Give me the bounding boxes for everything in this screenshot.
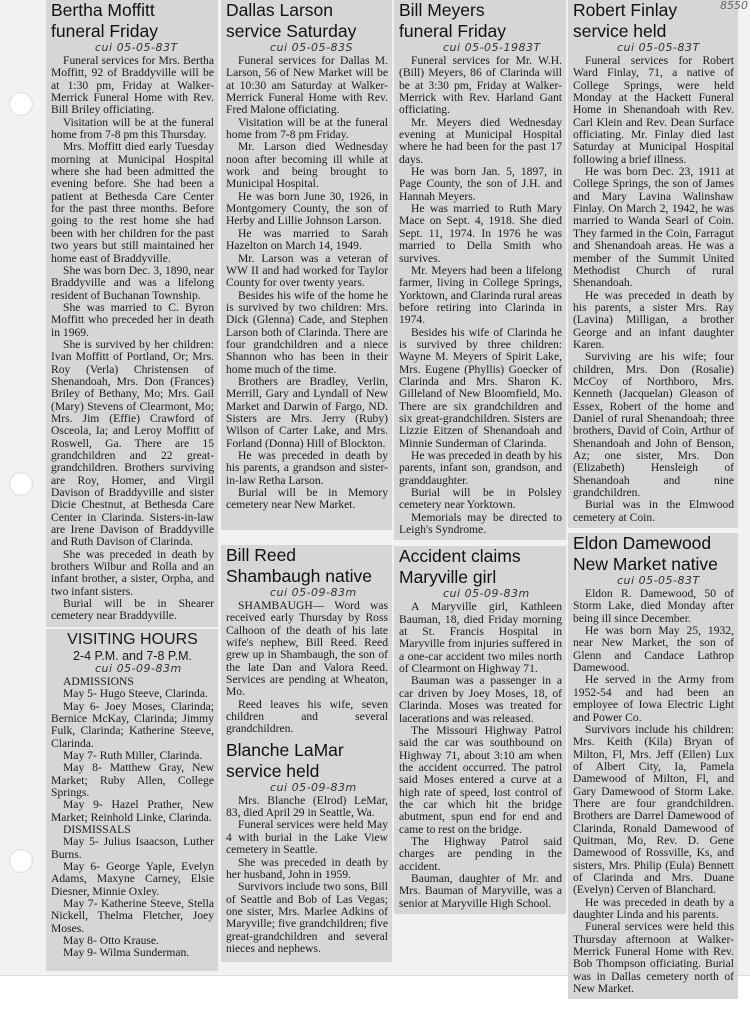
article-paragraph: He served in the Army from 1952-54 and had been an employee of Iowa Electric Light and Power Co. — [573, 673, 734, 724]
article-paragraph: She was preceded in death by her husband, John in 1959. — [226, 855, 388, 881]
article-paragraph: She was married to C. Byron Moffitt who preceded her in death in 1969. — [51, 300, 214, 339]
article-paragraph: Mr. Meyers died Wednesday evening at Municipal Hospital where he had been for the past 17 days. — [399, 115, 562, 166]
article-body — [226, 55, 388, 512]
article-body — [399, 601, 562, 910]
punch-hole — [9, 472, 33, 496]
obituary-eldon-damewood — [568, 533, 738, 999]
dismissal-entry: May 7- Katherine Steeve, Stella Nickell, Thelma Fletcher, Joey Moses. — [51, 897, 214, 935]
handwritten-date-annotation: cui 05-09-83m — [443, 587, 530, 601]
article-paragraph: She was born Dec. 3, 1890, near Braddyville and was a lifelong resident of Buchanan Township. — [51, 263, 214, 302]
dismissals-label: DISMISSALS — [63, 822, 131, 836]
obituary-bertha-moffitt — [46, 0, 218, 627]
article-body — [226, 600, 388, 736]
article-paragraph: Burial will be in Shearer cemetery near Braddyville. — [51, 597, 214, 623]
visiting-hours-times: 2-4 P.M. and 7-8 P.M. — [72, 648, 193, 663]
article-paragraph: Brothers are Bradley, Verlin, Merrill, Gary and Lyndall of New Market and Darwin of Fargo, ND. Sisters are Mrs. Jerry (Ruby) Wilson of Carter Lake, and Mrs. Forland (Donna) Hill of Blockton. — [226, 374, 388, 450]
column-4 — [568, 0, 738, 999]
headline-line: Eldon Damewood — [573, 533, 712, 554]
article-paragraph: She was preceded in death by brothers Wilbur and Rolla and an infant brother, a sister, Orpha, and two infant sisters. — [51, 547, 214, 598]
article-paragraph: Visitation will be at the funeral home from 7-8 pm this Thursday. — [51, 115, 214, 142]
article-paragraph: Funeral services for Mr. W.H. (Bill) Meyers, 86 of Clarinda will be at 3:30 pm, Friday at Walker-Merrick with Rev. Harland Gant officiating. — [399, 54, 562, 117]
handwritten-date-annotation: cui 05-05-1983T — [443, 41, 541, 54]
article-paragraph: Eldon R. Damewood, 50 of Storm Lake, died Monday after being ill since December. — [573, 587, 734, 625]
article-paragraph: Visitation will be at the funeral home from 7-8 pm Friday. — [226, 115, 388, 142]
obituary-blanche-lamar — [221, 740, 392, 962]
article-paragraph: He was preceded in death by his parents, infant son, grandson, and granddaughter. — [399, 449, 562, 487]
article-paragraph: She is survived by her children: Ivan Moffitt of Portland, Or; Mrs. Roy (Verla) Christensen of Shenandoah, Mrs. Don (Frances) Briley of Bethany, Mo; Mrs. Gail (Mary) Stevens of Clearmont, Mo; Mrs. Jim (Effie) Crawford of Osceola, Ia; and Leroy Moffitt of Roswell, Ga. There are 15 grandchildren and 22 great-grandchildren. Brothers surviving are Roy, Homer, and Virgil Davison of Braddyville and sister Dicie Chestnut, at Bethesda Care Center in Clarinda. Sisters-in-law are Irene Davison of Braddyville and Ruth Davison of Clarinda. — [51, 337, 214, 549]
headline-line: New Market native — [573, 554, 718, 575]
obituary-bill-meyers — [394, 0, 566, 540]
handwritten-date-annotation: cui 05-05-83S — [270, 41, 353, 54]
handwritten-date-annotation: cui 05-05-83T — [95, 41, 178, 54]
article-paragraph: Survivors include his children: Mrs. Keith (Kila) Bryan of Milton, Fl, Mrs. Jeff (Ellen) Lux of Albert City, Ia, Pamela Damewood of Milton, Fl, and Gary Damewood of Storm Lake. There are four grandchildren. Brothers are Darrel Damewood of Clarinda, Ronald Damewood of Quitman, Mo, Rev. D. Gene Damewood of Rossville, Ks, and sisters, Mrs. Philip (Eula) Bennett of Clarinda and Mrs. Duane (Evelyn) Cerven of Blanchard. — [573, 722, 734, 897]
headline-line: Bertha Moffitt — [51, 0, 155, 20]
article-paragraph: Mrs. Blanche (Elrod) LeMar, 83, died April 29 in Seattle, Wa. — [226, 793, 388, 820]
column-3 — [394, 0, 566, 914]
handwritten-date-annotation: cui 05-05-83T — [617, 574, 700, 588]
article-paragraph: Funeral services for Dallas M. Larson, 56 of New Market will be at 10:30 am Saturday at Walker-Merrick Funeral Home with Rev. Fred Malone officiating. — [226, 54, 388, 117]
headline-line: Blanche LaMar — [226, 739, 344, 760]
visiting-hours-title: VISITING HOURS — [67, 630, 198, 648]
headline-line: Bill Meyers — [399, 0, 485, 20]
handwritten-date-annotation: cui 05-09-83m — [95, 661, 182, 675]
handwritten-date-annotation: cui 05-05-83T — [617, 41, 700, 54]
article-paragraph: Mr. Larson was a veteran of WW II and had worked for Taylor County for over twenty years. — [226, 251, 388, 290]
article-paragraph: He was born May 25, 1932, near New Market, the son of Glenn and Candace Lathrop Damewood. — [573, 624, 734, 675]
article-paragraph: He was married to Ruth Mary Mace on Sept. 4, 1918. She died Sept. 11, 1974. In 1976 he was married to Della Smith who survives. — [399, 202, 562, 265]
article-paragraph: Mr. Meyers had been a lifelong farmer, living in College Springs, Yorktown, and Clarinda rural areas before retiring into Clarinda in 1974. — [399, 263, 562, 327]
punch-hole — [9, 849, 33, 873]
article-paragraph: Funeral services were held May 4 with burial in the Lake View cemetery in Seattle. — [226, 818, 388, 857]
article-paragraph: He was preceded in death by his parents, a sister Mrs. Ray (Lavina) Milligan, a brother George and an infant daughter Karen. — [573, 288, 734, 351]
article-paragraph: The Highway Patrol said charges are pending in the accident. — [399, 834, 562, 873]
article-paragraph: Besides his wife of Clarinda he is survived by three children: Wayne M. Meyers of Spirit Lake, Mrs. Eugene (Phyllis) Goecker of Clarinda and Mrs. Sharon K. Gilleland of New Bloomfield, Mo. There are six grandchildren and six great-grandchildren. Sisters are Lizzie Eitzen of Shenandoah and Minnie Sunderman of Clarinda. — [399, 325, 562, 450]
article-paragraph: Funeral services for Mrs. Bertha Moffitt, 92 of Braddyville will be at 1:30 pm, Friday at Walker-Merrick Funeral Home with Rev. Bill Briley officiating. — [51, 54, 214, 117]
article-paragraph: He was born Dec. 23, 1911 at College Springs, the son of James and Mary Lavina Walinshaw Finlay. On March 2, 1942, he was married to Wanda Searl of Coin. They farmed in the Coin, Farragut and Shenandoah areas. He was a member of the Summit United Methodist Church of rural Shenandoah. — [573, 165, 734, 290]
visiting-hours-box — [46, 629, 218, 971]
headline-line: Bill Reed — [226, 545, 297, 565]
article-body — [573, 55, 734, 524]
obituary-dallas-larson — [221, 0, 392, 530]
article-paragraph: Reed leaves his wife, seven children and several grandchildren. — [226, 697, 388, 736]
headline-line: Robert Finlay — [573, 0, 678, 20]
headline-line: Accident claims — [399, 546, 521, 567]
article-paragraph: Funeral services were held this Thursday afternoon at Walker-Merrick Funeral Home with Rev. Bob Thompson officiating. Burial was in Dallas cemetery north of New Market. — [573, 920, 734, 996]
article-paragraph: A Maryville girl, Kathleen Bauman, 18, died Friday morning at St. Francis Hospital in Maryville from injuries suffered in a one-car accident two miles north of Clearmont on Highway 71. — [399, 600, 562, 676]
admission-entry: May 5- Hugo Steeve, Clarinda. — [63, 687, 208, 701]
dismissal-entry: May 5- Julius Isaacson, Luther Burns. — [51, 835, 214, 861]
column-2 — [221, 0, 392, 962]
article-paragraph: Bauman was a passenger in a car driven by Joey Moses, 18, of Clarinda. Moses was treated for lacerations and was released. — [399, 674, 562, 725]
article-paragraph: Survivors include two sons, Bill of Seattle and Bob of Las Vegas; one sister, Mrs. Marlee Adkins of Maryville; five grandchildren; five great-grandchildren and several nieces and nephews. — [226, 880, 388, 955]
article-paragraph: The Missouri Highway Patrol said the car was southbound on Highway 71, about 3:10 am when the accident occurred. The patrol said Moses entered a curve at a high rate of speed, lost control of the car which hit the bridge abutment, spun end for end and came to rest on the bridge. — [399, 723, 562, 836]
admission-entry: May 7- Ruth Miller, Clarinda. — [63, 748, 203, 762]
dismissal-entry: May 8- Otto Krause. — [63, 934, 159, 948]
headline-line: funeral Friday — [51, 21, 158, 41]
article-body — [573, 588, 734, 995]
article-paragraph: Mr. Larson died Wednesday noon after becoming ill while at work and being brought to Municipal Hospital. — [226, 140, 388, 191]
article-paragraph: Burial will be in Memory cemetery near New Market. — [226, 486, 388, 512]
article-body — [51, 55, 214, 623]
admission-entry: May 6- Joey Moses, Clarinda; Bernice McKay, Clarinda; Jimmy Fulk, Clarinda; Katherine Steeve, Clarinda. — [51, 699, 214, 750]
article-paragraph: Funeral services for Robert Ward Finlay, 71, a native of College Springs, were held Monday at the Hackett Funeral Home in Shenandoah with Rev. Carl Klein and Rev. Dean Surface officiating. Mr. Finlay died last Saturday at Municipal Hospital following a brief illness. — [573, 54, 734, 166]
obituary-robert-finlay — [568, 0, 738, 528]
headline-line: service held — [226, 760, 320, 781]
article-paragraph: Burial was in the Elmwood cemetery at Coin. — [573, 498, 734, 524]
admission-entry: May 9- Hazel Prather, New Market; Reinhold Linke, Clarinda. — [51, 798, 214, 824]
headline-line: service Saturday — [226, 21, 357, 41]
handwritten-date-annotation: cui 05-09-83m — [270, 586, 357, 599]
punch-hole — [9, 92, 33, 116]
article-paragraph: He was born June 30, 1926, in Montgomery County, the son of Herby and Lillie Johnson Larson. — [226, 189, 388, 228]
dismissal-entry: May 6- George Yaple, Evelyn Adams, Maxyne Carney, Elsie Diesner, Minnie Oxley. — [51, 859, 214, 898]
obituary-bill-reed — [221, 545, 392, 740]
article-paragraph: He was preceded in death by his parents, a grandson and sister-in-law Retha Larson. — [226, 449, 388, 487]
dismissal-entry: May 9- Wilma Sunderman. — [63, 946, 190, 960]
article-paragraph: SHAMBAUGH— Word was received early Thursday by Ross Calhoon of the death of his late wife's nephew, Bill Reed. Reed grew up in Shambaugh, the son of the late Dan and Valora Reed. Services are pending at Wheaton, Mo. — [226, 599, 388, 699]
article-paragraph: He was born Jan. 5, 1897, in Page County, the son of J.H. and Hannah Meyers. — [399, 165, 562, 203]
article-paragraph: Memorials may be directed to Leigh's Syndrome. — [399, 510, 562, 537]
article-paragraph: Mrs. Moffitt died early Tuesday morning at Municipal Hospital where she had been admitted the evening before. She had been a patient at Bethesda Care Center for the past three months. Before going to the rest home she had been with her children for the past two years but still maintained her home east of Braddyville. — [51, 140, 214, 265]
article-paragraph: He was married to Sarah Hazelton on March 14, 1949. — [226, 226, 388, 253]
handwritten-date-annotation: cui 05-09-83m — [270, 780, 357, 794]
article-accident-maryville-girl — [394, 546, 566, 914]
headline-line: service held — [573, 21, 667, 41]
article-paragraph: He was preceded in death by a daughter Linda and his parents. — [573, 895, 734, 921]
article-paragraph: Burial will be in Polsley cemetery near Yorktown. — [399, 486, 562, 512]
article-paragraph: Bauman, daughter of Mr. and Mrs. Bauman of Maryville, was a senior at Maryville High School. — [399, 871, 562, 910]
headline-line: funeral Friday — [399, 21, 506, 41]
article-body — [399, 55, 562, 536]
article-paragraph: Besides his wife of the home he is survived by two children: Mrs. Dick (Glenna) Cade, and Stephen Larson both of Clarinda. There are four grandchildren and a niece Shannon who has been in their home much of the time. — [226, 288, 388, 376]
admissions-label: ADMISSIONS — [63, 674, 134, 688]
article-body — [226, 795, 388, 955]
handwritten-page-number: 8550 — [720, 0, 748, 12]
headline-line: Shambaugh native — [226, 566, 372, 586]
headline-line: Dallas Larson — [226, 0, 333, 20]
column-1 — [46, 0, 218, 971]
article-paragraph: Surviving are his wife; four children, Mrs. Don (Rosalie) McCoy of Northboro, Mrs. Kenneth (Jacquelan) Gleason of Essex, Robert of the home and Daniel of rural Shenandoah; three brothers, David of Coin, Arthur of Shenandoah and John of Benson, Az; one sister, Mrs. Don (Elizabeth) Hensleigh of Shenandoah and nine grandchildren. — [573, 350, 734, 500]
headline-line: Maryville girl — [399, 567, 497, 588]
admission-entry: May 8- Matthew Gray, New Market; Ruby Allen, College Springs. — [51, 761, 214, 799]
